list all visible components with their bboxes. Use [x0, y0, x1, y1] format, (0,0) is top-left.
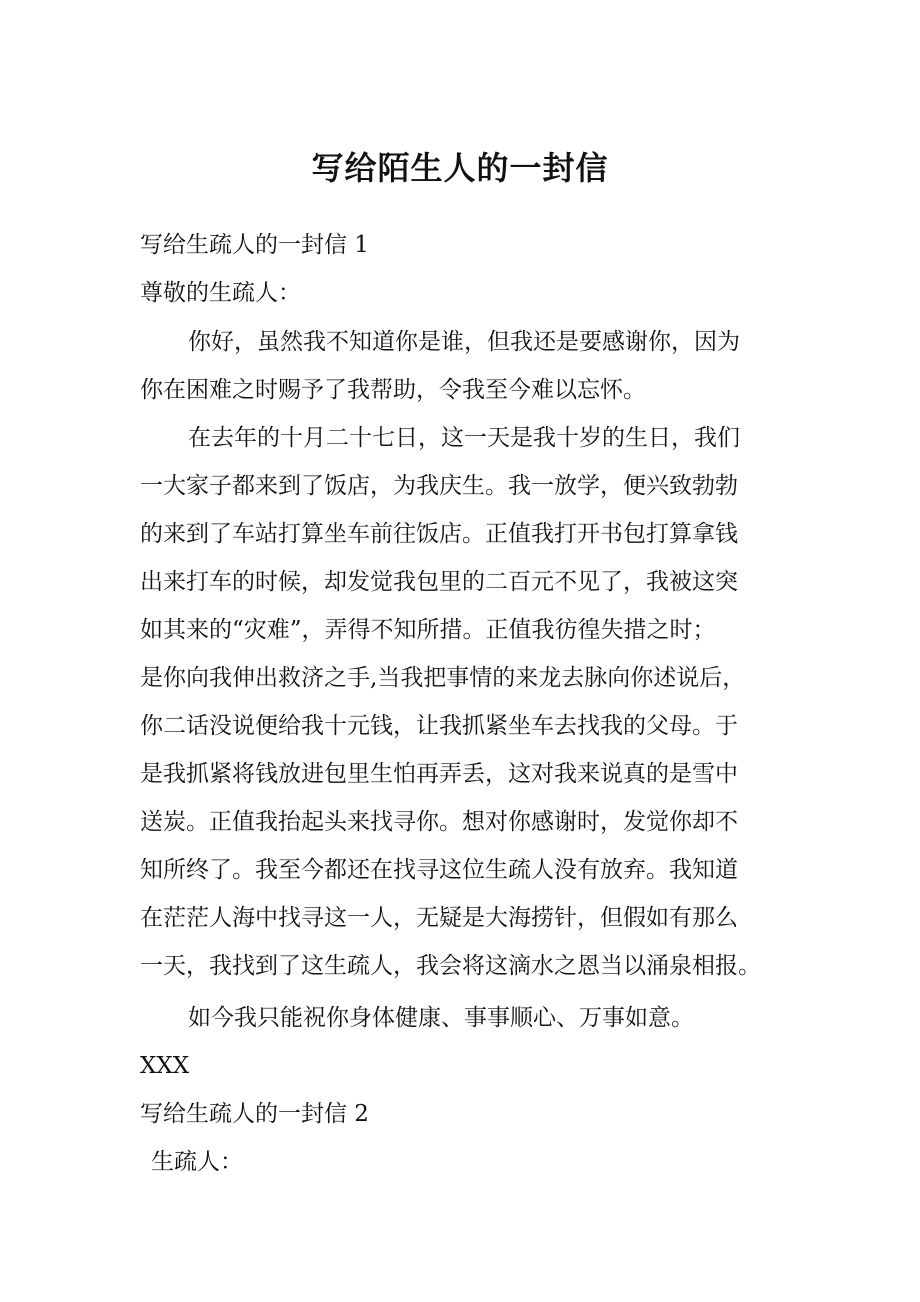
letter1-line: 你在困难之时赐予了我帮助，令我至今难以忘怀。: [140, 377, 646, 403]
letter1-line: 在去年的十月二十七日，这一天是我十岁的生日，我们: [188, 425, 740, 451]
letter1-line: 一天，我找到了这生疏人，我会将这滴水之恩当以涌泉相报。: [140, 953, 761, 979]
letter1-heading: 写给生疏人的一封信 1: [140, 232, 369, 258]
letter1-line: 的来到了车站打算坐车前往饭店。正值我打开书包打算拿钱: [140, 521, 738, 547]
letter2-salutation: 生疏人：: [151, 1149, 243, 1175]
letter1-line: 如其来的“灾难”，弄得不知所措。正值我彷徨失措之时；: [140, 617, 716, 643]
letter1-line: 知所终了。我至今都还在找寻这位生疏人没有放弃。我知道: [140, 857, 738, 883]
letter1-line: 是你向我伸出救济之手,当我把事情的来龙去脉向你述说后，: [140, 665, 746, 691]
document-title: 写给陌生人的一封信: [311, 149, 609, 187]
letter2-heading: 写给生疏人的一封信 2: [140, 1101, 369, 1127]
letter1-line: 送炭。正值我抬起头来找寻你。想对你感谢时，发觉你却不: [140, 809, 738, 835]
letter1-line: 你二话没说便给我十元钱，让我抓紧坐车去找我的父母。于: [140, 713, 738, 739]
letter1-signature: XXX: [140, 1053, 190, 1079]
letter1-line: 是我抓紧将钱放进包里生怕再弄丢，这对我来说真的是雪中: [140, 761, 738, 787]
letter1-line: 你好，虽然我不知道你是谁，但我还是要感谢你，因为: [188, 329, 740, 355]
letter1-salutation: 尊敬的生疏人：: [140, 280, 301, 306]
letter1-line: 一大家子都来到了饭店，为我庆生。我一放学，便兴致勃勃: [140, 473, 738, 499]
letter1-line: 出来打车的时候，却发觉我包里的二百元不见了，我被这突: [140, 569, 738, 595]
letter1-line: 在茫茫人海中找寻这一人，无疑是大海捞针，但假如有那么: [140, 905, 738, 931]
letter1-line: 如今我只能祝你身体健康、事事顺心、万事如意。: [188, 1005, 694, 1031]
